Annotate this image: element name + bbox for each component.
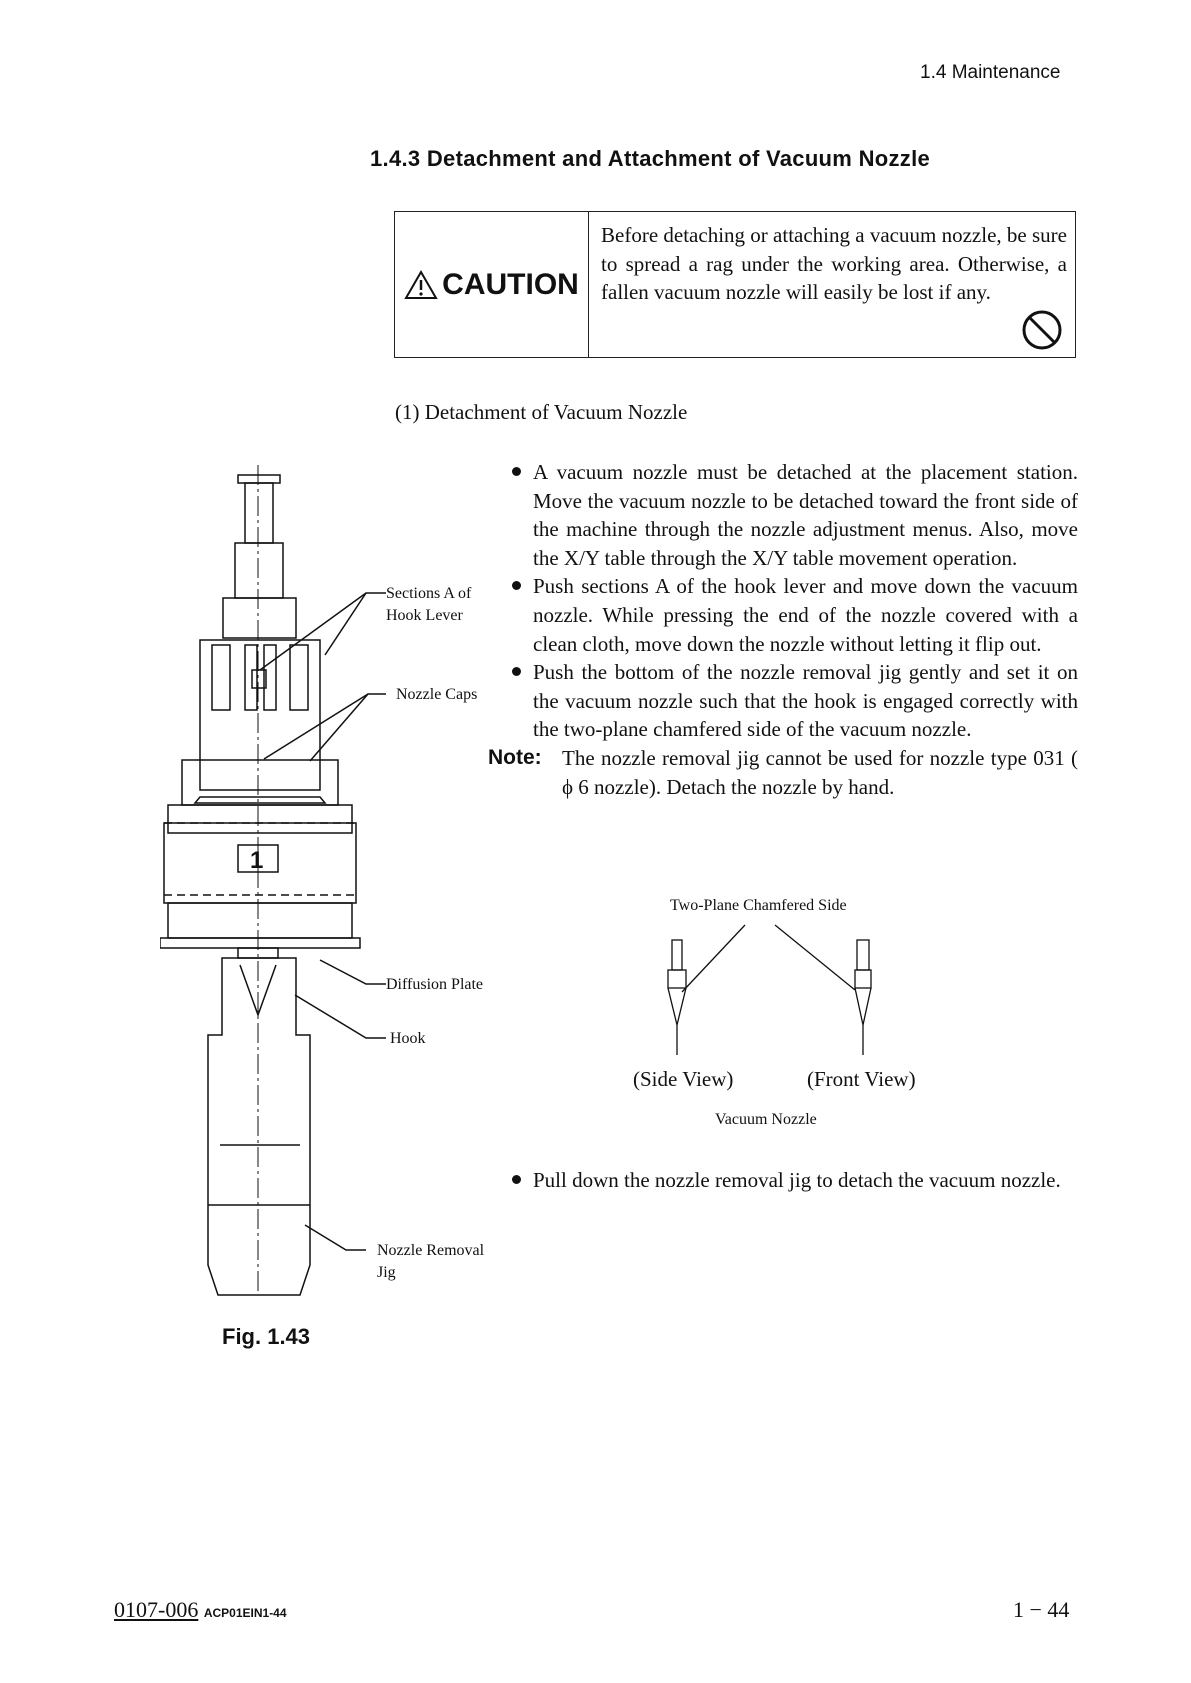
list-item: Push sections A of the hook lever and move down the vacuum nozzle. While pressing the end of the nozzle covered with a clean cloth, move down the nozzle without letting it flip out. xyxy=(508,572,1078,658)
note xyxy=(488,744,1078,801)
label-sections-a: Sections A of xyxy=(386,585,472,602)
prohibited-icon xyxy=(1021,309,1063,351)
label-hook-lever: Hook Lever xyxy=(386,607,463,624)
vacuum-nozzle-figure xyxy=(630,890,940,1130)
running-header: 1.4 Maintenance xyxy=(920,62,1061,83)
document-id: ACP01EIN1-44 xyxy=(203,1606,287,1620)
list-item: A vacuum nozzle must be detached at the placement station. Move the vacuum nozzle to be detached toward the front side of the machine through the nozzle adjustment menus. Also, move the X/Y table through the X/Y table movement operation. xyxy=(508,458,1078,572)
footer-code xyxy=(114,1597,287,1623)
caution-text-cell xyxy=(589,212,1075,357)
section-title: 1.4.3 Detachment and Attachment of Vacuum Nozzle xyxy=(370,146,931,171)
warning-triangle-icon xyxy=(404,270,438,300)
label-nozzle-caps: Nozzle Caps xyxy=(396,686,478,703)
caution-label-cell xyxy=(395,212,589,357)
caution-box xyxy=(394,211,1076,358)
label-front-view: (Front View) xyxy=(807,1067,916,1091)
figure-caption: Fig. 1.43 xyxy=(222,1324,311,1349)
label-jig: Jig xyxy=(377,1264,396,1281)
list-item: Pull down the nozzle removal jig to detach the vacuum nozzle. xyxy=(508,1166,1078,1195)
label-two-plane: Two-Plane Chamfered Side xyxy=(670,897,847,914)
subsection-heading: (1) Detachment of Vacuum Nozzle xyxy=(395,400,688,424)
caution-text: Before detaching or attaching a vacuum nozzle, be sure to spread a rag under the working area. Otherwise, a fallen vacuum nozzle will easily be lost if any. xyxy=(601,223,1067,304)
label-nozzle-removal: Nozzle Removal xyxy=(377,1242,485,1259)
label-side-view: (Side View) xyxy=(633,1067,734,1091)
page-number: 1 − 44 xyxy=(1013,1597,1070,1622)
label-vacuum-nozzle: Vacuum Nozzle xyxy=(715,1111,817,1128)
label-hook: Hook xyxy=(390,1030,426,1047)
caution-label: CAUTION xyxy=(442,267,579,301)
list-item: Push the bottom of the nozzle removal jig gently and set it on the vacuum nozzle such that the hook is engaged correctly with the two-plane chamfered side of the vacuum nozzle. xyxy=(508,658,1078,744)
number-mark: 1 xyxy=(250,847,264,874)
nozzle-head-figure xyxy=(160,465,520,1305)
label-diffusion-plate: Diffusion Plate xyxy=(386,976,484,993)
final-step xyxy=(508,1166,1078,1195)
instruction-list xyxy=(488,458,1078,801)
revision-code: 0107-006 xyxy=(114,1597,199,1622)
note-label: Note: xyxy=(488,745,542,769)
note-text: The nozzle removal jig cannot be used for nozzle type 031 ( ϕ 6 nozzle). Detach the nozzle by hand. xyxy=(562,745,1078,799)
